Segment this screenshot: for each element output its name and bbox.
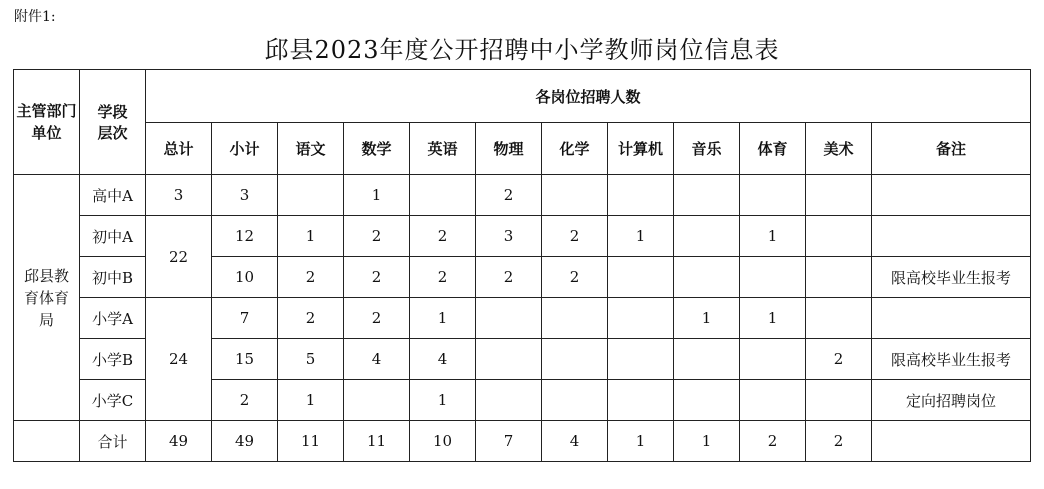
subject-count-cell [674, 339, 740, 380]
subject-count-cell: 1 [608, 216, 674, 257]
subject-count-cell: 1 [674, 298, 740, 339]
subject-count-cell: 2 [476, 257, 542, 298]
subject-count-cell: 4 [344, 339, 410, 380]
dept-cell: 邱县教 育体育 局 [14, 175, 80, 421]
header-group: 各岗位招聘人数 [146, 70, 1031, 123]
subject-count-cell [476, 339, 542, 380]
subject-count-cell [674, 257, 740, 298]
subject-count-cell: 1 [674, 421, 740, 462]
header-remark: 备注 [872, 123, 1031, 175]
subject-count-cell: 2 [806, 339, 872, 380]
subject-count-cell [806, 216, 872, 257]
subject-count-cell [476, 380, 542, 421]
subtotal-cell: 7 [212, 298, 278, 339]
table-row [14, 298, 1031, 339]
subject-count-cell: 5 [278, 339, 344, 380]
header-subject: 物理 [476, 123, 542, 175]
remark-cell [872, 298, 1031, 339]
subject-count-cell: 1 [740, 298, 806, 339]
header-subject: 美术 [806, 123, 872, 175]
header-subtotal: 小计 [212, 123, 278, 175]
header-dept: 主管部门 单位 [14, 70, 80, 175]
subject-count-cell: 1 [608, 421, 674, 462]
subject-count-cell [608, 257, 674, 298]
total-cell: 3 [146, 175, 212, 216]
level-cell: 小学C [80, 380, 146, 421]
total-cell: 49 [146, 421, 212, 462]
subject-count-cell [608, 380, 674, 421]
level-cell: 小学B [80, 339, 146, 380]
remark-cell [872, 421, 1031, 462]
subject-count-cell: 2 [542, 257, 608, 298]
level-cell: 初中B [80, 257, 146, 298]
header-subject: 音乐 [674, 123, 740, 175]
subject-count-cell [806, 257, 872, 298]
subject-count-cell: 3 [476, 216, 542, 257]
total-cell: 24 [146, 298, 212, 421]
header-row-2 [14, 123, 1031, 175]
subject-count-cell: 7 [476, 421, 542, 462]
subject-count-cell [806, 175, 872, 216]
subject-count-cell [542, 339, 608, 380]
subject-count-cell [278, 175, 344, 216]
header-subject: 语文 [278, 123, 344, 175]
subject-count-cell [608, 298, 674, 339]
subject-count-cell: 1 [278, 380, 344, 421]
subject-count-cell: 2 [410, 216, 476, 257]
table-row [14, 421, 1031, 462]
header-subject: 体育 [740, 123, 806, 175]
subject-count-cell [674, 380, 740, 421]
remark-cell: 限高校毕业生报考 [872, 257, 1031, 298]
subject-count-cell [608, 339, 674, 380]
subject-count-cell: 2 [278, 257, 344, 298]
header-row-1 [14, 70, 1031, 123]
subject-count-cell: 2 [278, 298, 344, 339]
subject-count-cell [740, 380, 806, 421]
subject-count-cell: 11 [278, 421, 344, 462]
subtotal-cell: 2 [212, 380, 278, 421]
level-cell: 高中A [80, 175, 146, 216]
subject-count-cell: 1 [740, 216, 806, 257]
subject-count-cell [740, 257, 806, 298]
subject-count-cell: 1 [410, 380, 476, 421]
header-subject: 英语 [410, 123, 476, 175]
remark-cell [872, 175, 1031, 216]
subject-count-cell: 2 [740, 421, 806, 462]
header-subject: 数学 [344, 123, 410, 175]
dept-empty-cell [14, 421, 80, 462]
subject-count-cell: 2 [344, 216, 410, 257]
subject-count-cell: 1 [410, 298, 476, 339]
subject-count-cell: 2 [806, 421, 872, 462]
subtotal-cell: 49 [212, 421, 278, 462]
subject-count-cell: 11 [344, 421, 410, 462]
subject-count-cell [674, 175, 740, 216]
header-total: 总计 [146, 123, 212, 175]
table-row [14, 216, 1031, 257]
subject-count-cell: 1 [278, 216, 344, 257]
subject-count-cell [542, 298, 608, 339]
subject-count-cell: 2 [410, 257, 476, 298]
subject-count-cell [608, 175, 674, 216]
subject-count-cell [806, 380, 872, 421]
subject-count-cell: 4 [410, 339, 476, 380]
subject-count-cell [410, 175, 476, 216]
subject-count-cell [740, 339, 806, 380]
remark-cell [872, 216, 1031, 257]
subject-count-cell: 2 [542, 216, 608, 257]
page-title: 邱县2023年度公开招聘中小学教师岗位信息表 [264, 36, 780, 64]
table-row [14, 175, 1031, 216]
subject-count-cell: 2 [344, 298, 410, 339]
subtotal-cell: 10 [212, 257, 278, 298]
level-cell: 初中A [80, 216, 146, 257]
subject-count-cell [476, 298, 542, 339]
remark-cell: 限高校毕业生报考 [872, 339, 1031, 380]
remark-cell: 定向招聘岗位 [872, 380, 1031, 421]
header-subject: 计算机 [608, 123, 674, 175]
subject-count-cell: 2 [476, 175, 542, 216]
subtotal-cell: 3 [212, 175, 278, 216]
subject-count-cell: 4 [542, 421, 608, 462]
subject-count-cell [542, 380, 608, 421]
level-cell: 小学A [80, 298, 146, 339]
recruitment-table [13, 69, 1031, 462]
subject-count-cell [806, 298, 872, 339]
subject-count-cell [344, 380, 410, 421]
subject-count-cell: 10 [410, 421, 476, 462]
header-level: 学段 层次 [80, 70, 146, 175]
subject-count-cell [674, 216, 740, 257]
subject-count-cell [740, 175, 806, 216]
total-cell: 22 [146, 216, 212, 298]
subtotal-cell: 15 [212, 339, 278, 380]
attachment-label: 附件1: [14, 9, 56, 25]
subject-count-cell: 2 [344, 257, 410, 298]
level-cell: 合计 [80, 421, 146, 462]
subject-count-cell: 1 [344, 175, 410, 216]
subject-count-cell [542, 175, 608, 216]
header-subject: 化学 [542, 123, 608, 175]
subtotal-cell: 12 [212, 216, 278, 257]
